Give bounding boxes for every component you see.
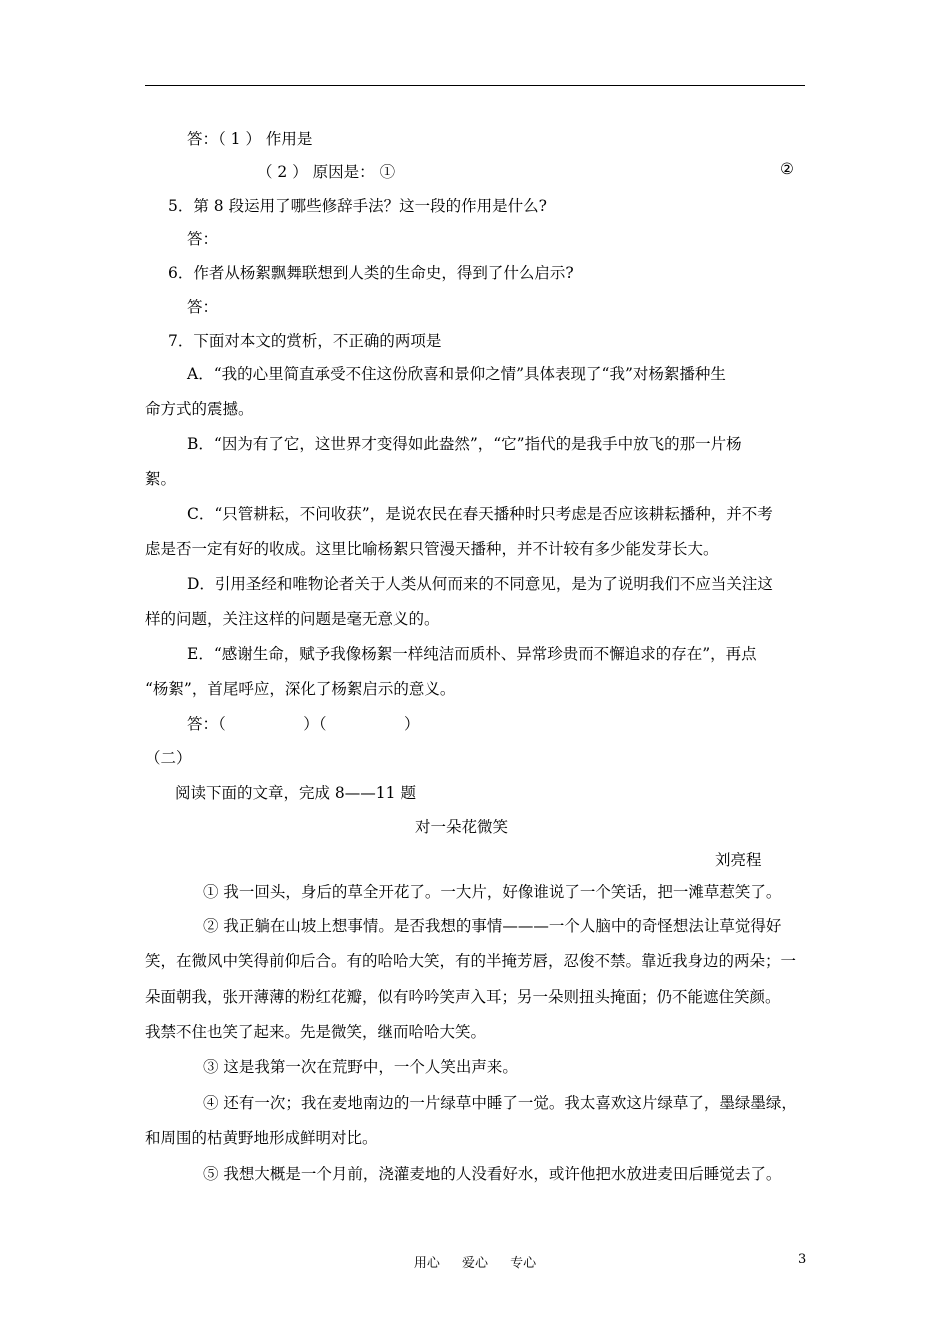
paragraph-2-line3: 朵面朝我，张开薄薄的粉红花瓣，似有吟吟笑声入耳；另一朵则扭头掩面；仍不能遮住笑颜。 (145, 988, 781, 1006)
paragraph-4-line2: 和周围的枯黄野地形成鲜明对比。 (145, 1129, 378, 1147)
q7-option-a-line1: A．“我的心里简直承受不住这份欣喜和景仰之情”具体表现了“我”对杨絮播种生 (187, 365, 726, 383)
q7-option-b-line1: B．“因为有了它，这世界才变得如此盎然”，“它”指代的是我手中放飞的那一片杨 (187, 435, 742, 453)
page-number: 3 (798, 1252, 807, 1267)
paragraph-2-line1: ② 我正躺在山坡上想事情。是否我想的事情———一个人脑中的奇怪想法让草觉得好 (203, 917, 782, 935)
section-instruction: 阅读下面的文章，完成 8——11 题 (175, 784, 416, 802)
q7-option-a-line2: 命方式的震撼。 (145, 400, 254, 418)
q5-answer: 答： (187, 230, 219, 248)
paragraph-3: ③ 这是我第一次在荒野中，一个人笑出声来。 (203, 1058, 518, 1076)
q4-answer-2: （ 2 ） 原因是： ① (257, 163, 396, 181)
q6-answer: 答： (187, 298, 219, 316)
footer-motto (0, 1252, 950, 1271)
q7-option-d-line1: D．引用圣经和唯物论者关于人类从何而来的不同意见，是为了说明我们不应当关注这 (187, 575, 773, 593)
q7-option-c-line1: C．“只管耕耘，不问收获”，是说农民在春天播种时只考虑是否应该耕耘播种，并不考 (187, 505, 773, 523)
q7-question: 7．下面对本文的赏析，不正确的两项是 (168, 332, 442, 350)
q4-answer-1: 答：（ 1 ） 作用是 (187, 130, 313, 148)
paragraph-4-line1: ④ 还有一次；我在麦地南边的一片绿草中睡了一觉。我太喜欢这片绿草了，墨绿墨绿， (203, 1094, 797, 1112)
paragraph-2-line2: 笑，在微风中笑得前仰后合。有的哈哈大笑，有的半掩芳唇，忍俊不禁。靠近我身边的两朵；一 (145, 952, 797, 970)
q7-option-b-line2: 絮。 (145, 470, 177, 488)
article-author: 刘亮程 (715, 851, 762, 869)
paragraph-2-line4: 我禁不住也笑了起来。先是微笑，继而哈哈大笑。 (145, 1023, 487, 1041)
article-title: 对一朵花微笑 (415, 818, 509, 836)
q7-answer: 答：（ ）（ ） (187, 715, 420, 733)
header-rule (145, 85, 805, 86)
q4-answer-2-mark: ② (780, 160, 794, 178)
footer-word-2: 爱心 (461, 1256, 488, 1271)
q7-option-e-line1: E．“感谢生命，赋予我像杨絮一样纯洁而质朴、异常珍贵而不懈追求的存在”，再点 (187, 645, 757, 663)
footer-word-3: 专心 (510, 1256, 537, 1271)
q5-question: 5．第 8 段运用了哪些修辞手法？这一段的作用是什么? (168, 197, 547, 215)
q6-question: 6．作者从杨絮飘舞联想到人类的生命史，得到了什么启示? (168, 264, 574, 282)
section-label: （二） (145, 749, 192, 767)
paragraph-5: ⑤ 我想大概是一个月前，浇灌麦地的人没看好水，或许他把水放进麦田后睡觉去了。 (203, 1165, 782, 1183)
q7-option-d-line2: 样的问题，关注这样的问题是毫无意义的。 (145, 610, 440, 628)
paragraph-1: ① 我一回头，身后的草全开花了。一大片，好像谁说了一个笑话，把一滩草惹笑了。 (203, 883, 782, 901)
q7-option-c-line2: 虑是否一定有好的收成。这里比喻杨絮只管漫天播种，并不计较有多少能发芽长大。 (145, 540, 719, 558)
footer-word-1: 用心 (413, 1256, 440, 1271)
q7-option-e-line2: “杨絮”，首尾呼应，深化了杨絮启示的意义。 (145, 680, 456, 698)
